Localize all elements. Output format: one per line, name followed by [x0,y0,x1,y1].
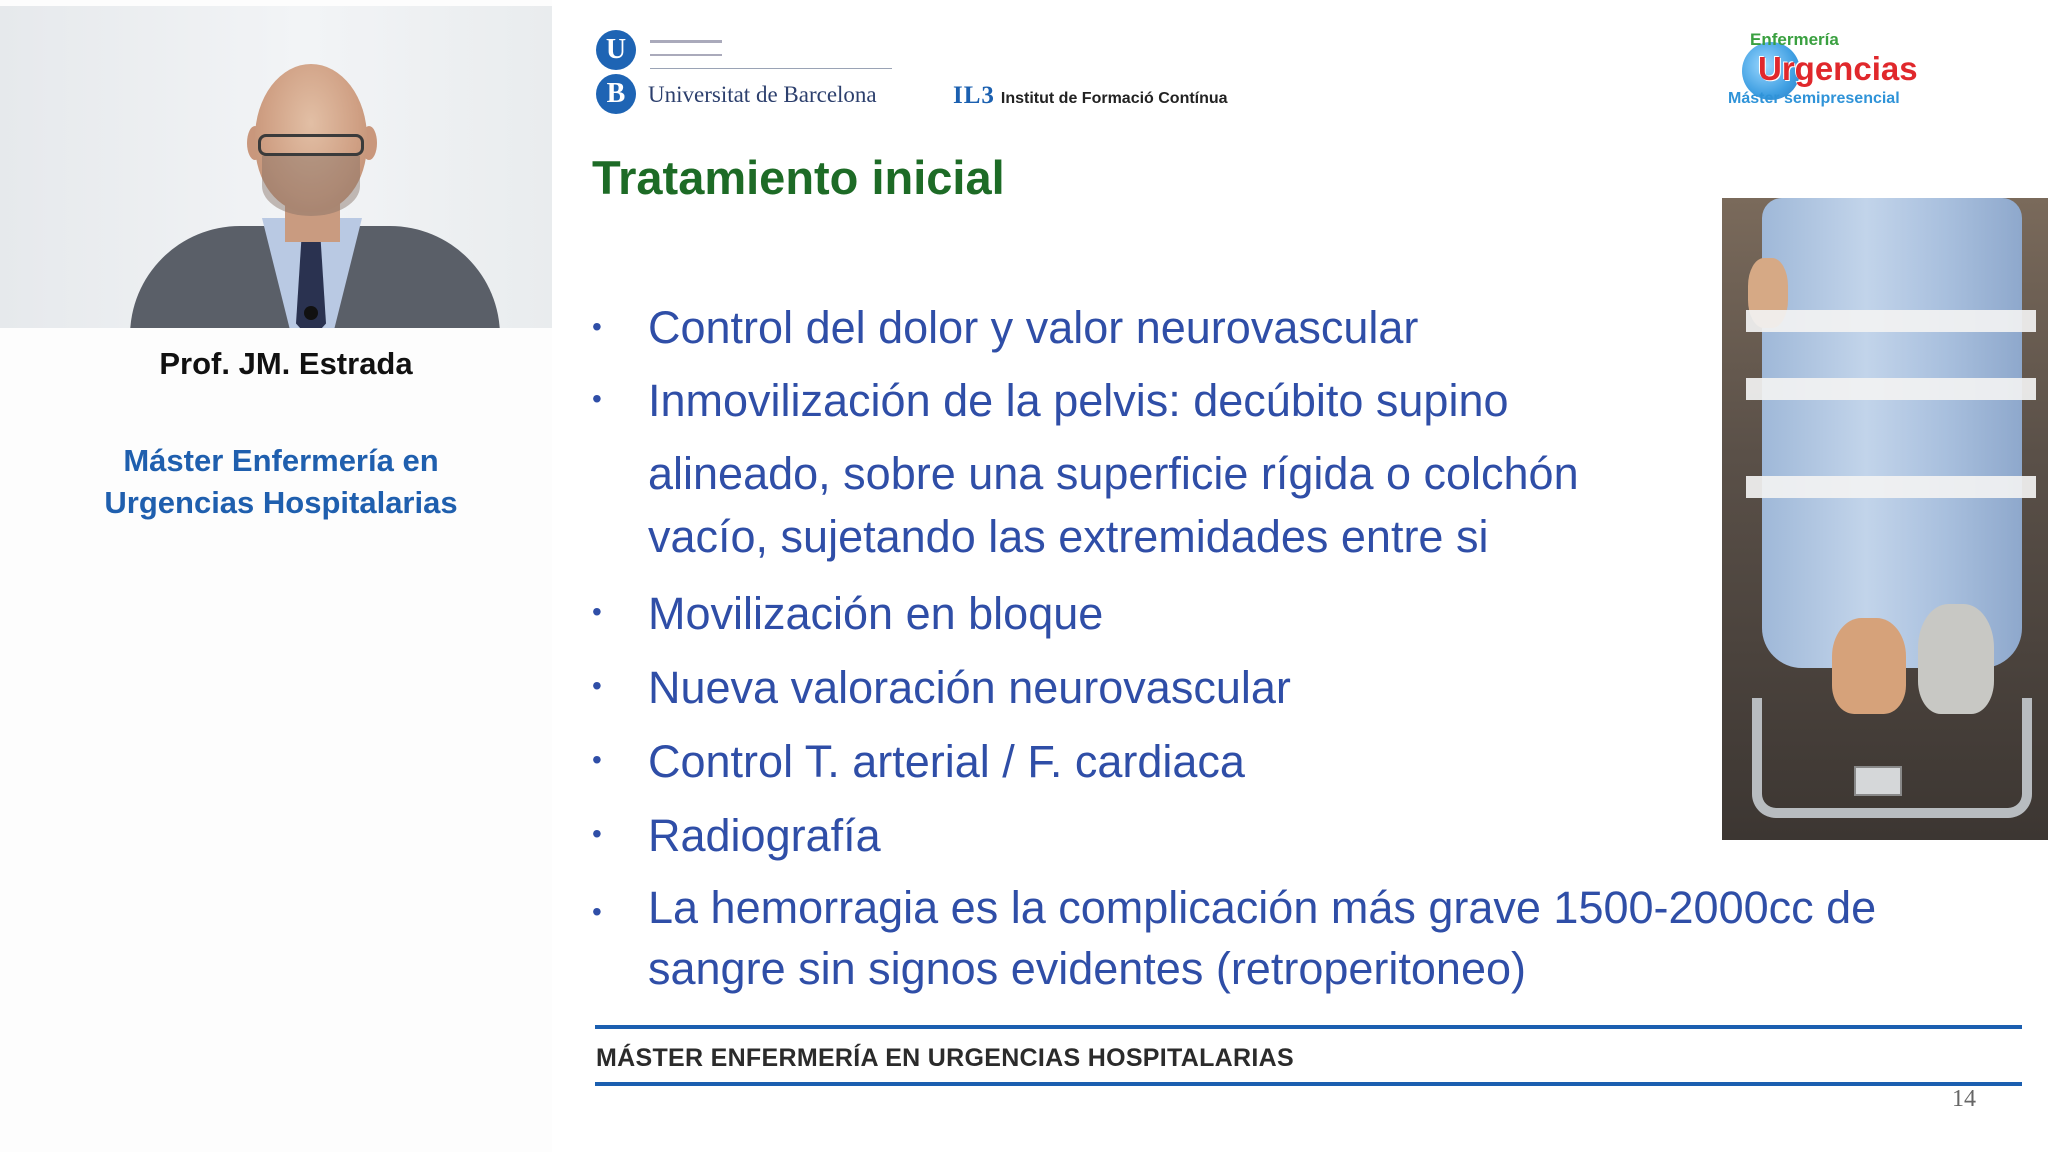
footer-rule-top [595,1025,2022,1029]
lapel-mic-icon [304,306,318,320]
bullet-icon: • [592,818,602,849]
list-item: • Control del dolor y valor neurovascular [592,292,2002,364]
ub-logo [596,30,906,116]
program-name-line2: Urgencias Hospitalarias [104,485,458,520]
enf-logo-top: Enfermería [1750,30,1839,49]
il3-name: Institut de Formació Contínua [1000,90,1228,107]
slide-footer: MÁSTER ENFERMERÍA EN URGENCIAS HOSPITALARIAS [596,1044,1294,1072]
bullet-icon: • [592,896,602,927]
il3-mark: IL3 [953,82,995,109]
ub-letter-b: B [596,74,636,114]
list-item: • Control T. arterial / F. cardiaca [592,725,2002,799]
page-number: 14 [1952,1086,1976,1112]
list-item: • Nueva valoración neurovascular [592,651,2002,725]
bullet-icon: • [592,311,602,342]
bullet-icon: • [592,670,602,701]
list-item: • La hemorragia es la complicación más grave 1500-2000cc de sangre sin signos evidentes (retroperitoneo) [592,877,2002,999]
enf-logo-sub: Máster semipresencial [1728,90,1900,107]
enfermeria-urgencias-logo [1728,28,1940,118]
bullet-icon: • [592,744,602,775]
presenter-name: Prof. JM. Estrada [159,346,413,381]
footer-rule-bottom [595,1082,2022,1086]
bullet-icon: • [592,596,602,627]
slide-title: Tratamiento inicial [592,151,1005,204]
bullet-icon: • [592,383,602,414]
list-item: • Inmovilización de la pelvis: decúbito supino alineado, sobre una superficie rígida o colchón vacío, sujetando las extremidades entre si [592,364,2002,564]
program-name [0,440,562,524]
ub-letter-u: U [596,30,636,70]
presenter-panel [0,0,552,1152]
enf-logo-main: Urgencias [1758,50,1918,87]
pelvic-immobilization-photo [1722,198,2048,840]
program-name-line1: Máster Enfermería en [123,443,439,478]
list-item: • Radiografía [592,799,2002,873]
list-item: • Movilización en bloque [592,577,2002,651]
ub-building-icon [650,40,722,56]
presenter-video [0,6,552,328]
il3-logo [953,82,1228,110]
ub-name: Universitat de Barcelona [648,82,877,107]
